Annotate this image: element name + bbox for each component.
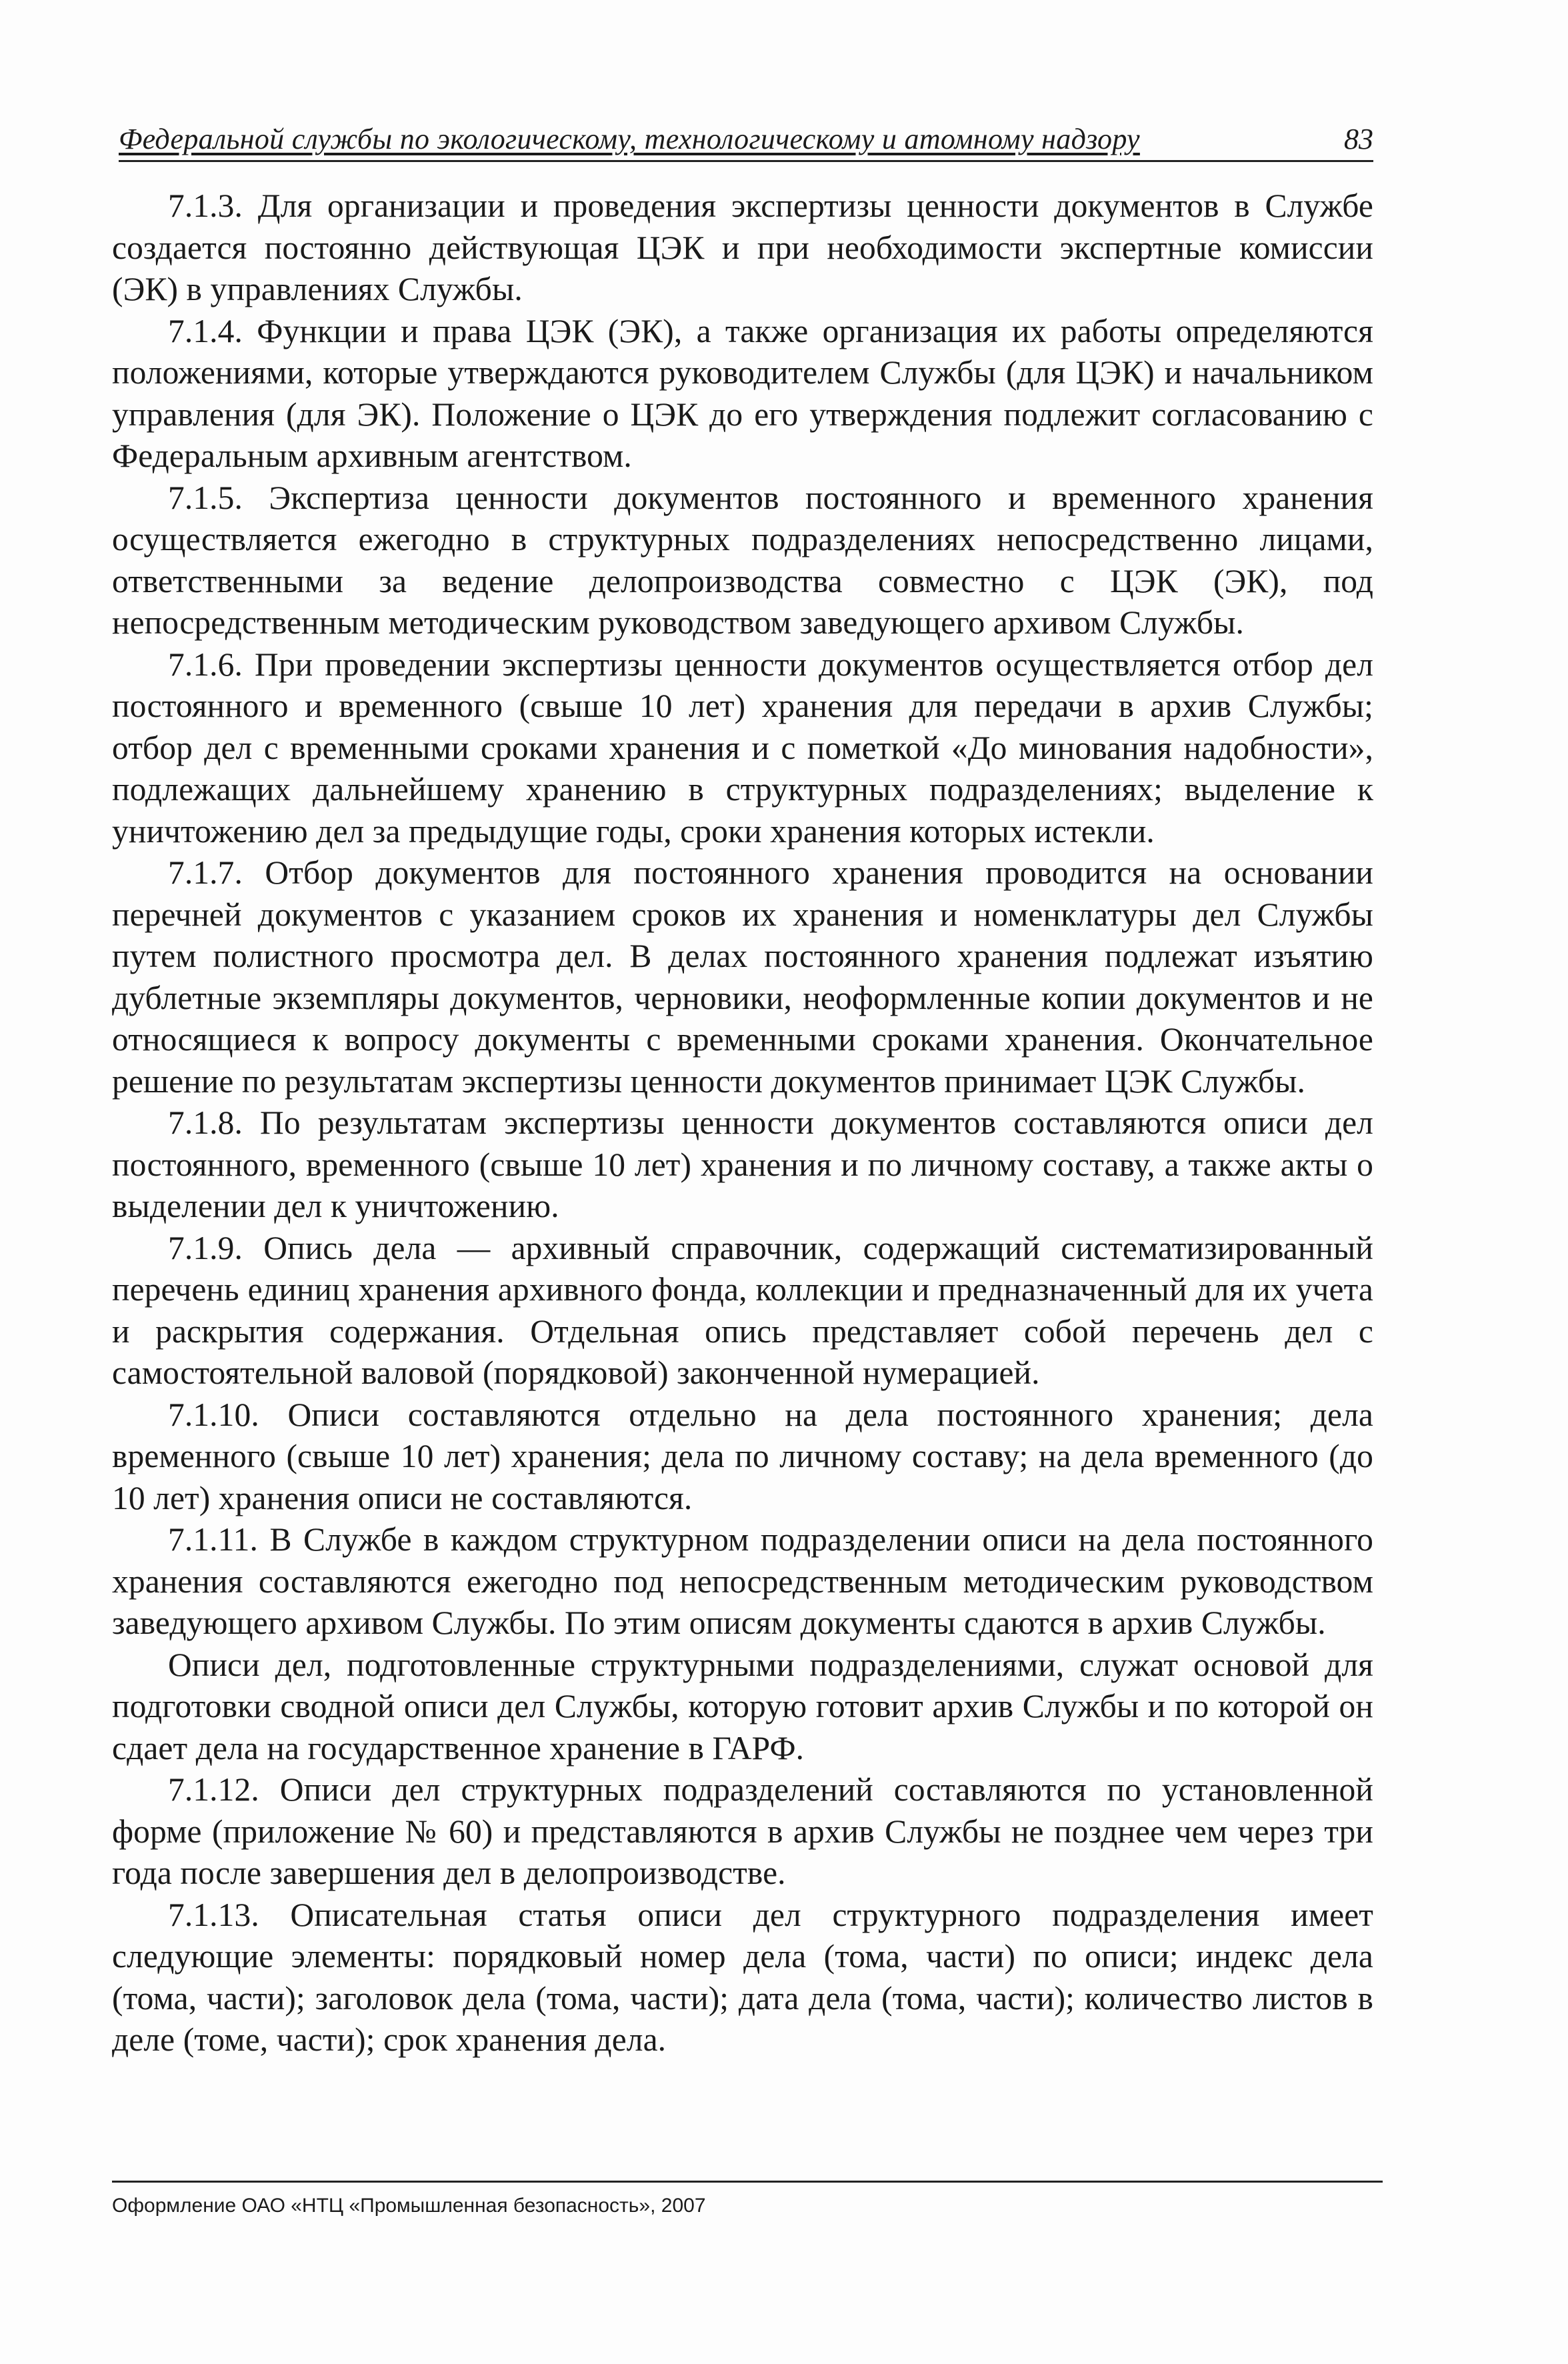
paragraph-7-1-5: 7.1.5. Экспертиза ценности документов постоянного и временного хранения осуществляется ежегодно в структурных подразделениях непосредственно лицами, ответственными за ведение делопроизводства совместно с ЦЭК (ЭК), под непосредственным методическим руководством заведующего архивом Службы. — [112, 479, 1373, 641]
page-footer — [112, 2181, 1383, 2217]
paragraph-7-1-11: 7.1.11. В Службе в каждом структурном подразделении описи на дела постоянного хранения составляются ежегодно под непосредственным методическим руководством заведующего архивом Службы. По этим описям документы сдаются в архив Службы. — [112, 1521, 1373, 1641]
paragraph-7-1-12: 7.1.12. Описи дел структурных подразделений составляются по установленной форме (приложение № 60) и представляются в архив Службы не позднее чем через три года после завершения дел в делопроизводстве. — [112, 1771, 1373, 1891]
footer-credit: Оформление ОАО «НТЦ «Промышленная безопасность», 2007 — [112, 2195, 706, 2217]
paragraph-7-1-13: 7.1.13. Описательная статья описи дел структурного подразделения имеет следующие элементы: порядковый номер дела (тома, части) по описи; индекс дела (тома, части); заголовок дела (тома, части); дата дела (тома, части); количество листов в деле (томе, части); срок хранения дела. — [112, 1896, 1373, 2058]
page-header — [119, 115, 1373, 162]
paragraph-7-1-11-continued: Описи дел, подготовленные структурными подразделениями, служат основой для подготовки сводной описи дел Службы, которую готовит архив Службы и по которой он сдает дела на государственное хранение в ГАРФ. — [112, 1646, 1373, 1766]
paragraph-7-1-3: 7.1.3. Для организации и проведения экспертизы ценности документов в Службе создается постоянно действующая ЦЭК и при необходимости экспертные комиссии (ЭК) в управлениях Службы. — [112, 187, 1373, 307]
paragraph-7-1-9: 7.1.9. Опись дела — архивный справочник, содержащий систематизированный перечень единиц хранения архивного фонда, коллекции и предназначенный для их учета и раскрытия содержания. Отдельная опись представляет собой перечень дел с самостоятельной валовой (порядковой) законченной нумерацией. — [112, 1229, 1373, 1391]
paragraph-7-1-4: 7.1.4. Функции и права ЦЭК (ЭК), а также организация их работы определяются положениями, которые утверждаются руководителем Службы (для ЦЭК) и начальником управления (для ЭК). Положение о ЦЭК до его утверждения подлежит согласованию с Федеральным архивным агентством. — [112, 312, 1373, 474]
running-title: Федеральной службы по экологическому, технологическому и атомному надзору — [119, 123, 1140, 155]
paragraph-7-1-10: 7.1.10. Описи составляются отдельно на дела постоянного хранения; дела временного (свыше 10 лет) хранения; дела по личному составу; на дела временного (до 10 лет) хранения описи не составляются. — [112, 1396, 1373, 1516]
paragraph-7-1-8: 7.1.8. По результатам экспертизы ценности документов составляются описи дел постоянного, временного (свыше 10 лет) хранения и по личному составу, а также акты о выделении дел к уничтожению. — [112, 1104, 1373, 1224]
body-text — [112, 185, 1373, 2061]
paragraph-7-1-6: 7.1.6. При проведении экспертизы ценности документов осуществляется отбор дел постоянного и временного (свыше 10 лет) хранения для передачи в архив Службы; отбор дел с временными сроками хранения и с пометкой «До минования надобности», подлежащих дальнейшему хранению в структурных подразделениях; выделение к уничтожению дел за предыдущие годы, сроки хранения которых истекли. — [112, 646, 1373, 850]
paragraph-7-1-7: 7.1.7. Отбор документов для постоянного хранения проводится на основании перечней документов с указанием сроков их хранения и номенклатуры дел Службы путем полистного просмотра дел. В делах постоянного хранения подлежат изъятию дублетные экземпляры документов, черновики, неоформленные копии документов и не относящиеся к вопросу документы с временными сроками хранения. Окончательное решение по результатам экспертизы ценности документов принимает ЦЭК Службы. — [112, 854, 1373, 1100]
page-number: 83 — [1344, 123, 1373, 155]
